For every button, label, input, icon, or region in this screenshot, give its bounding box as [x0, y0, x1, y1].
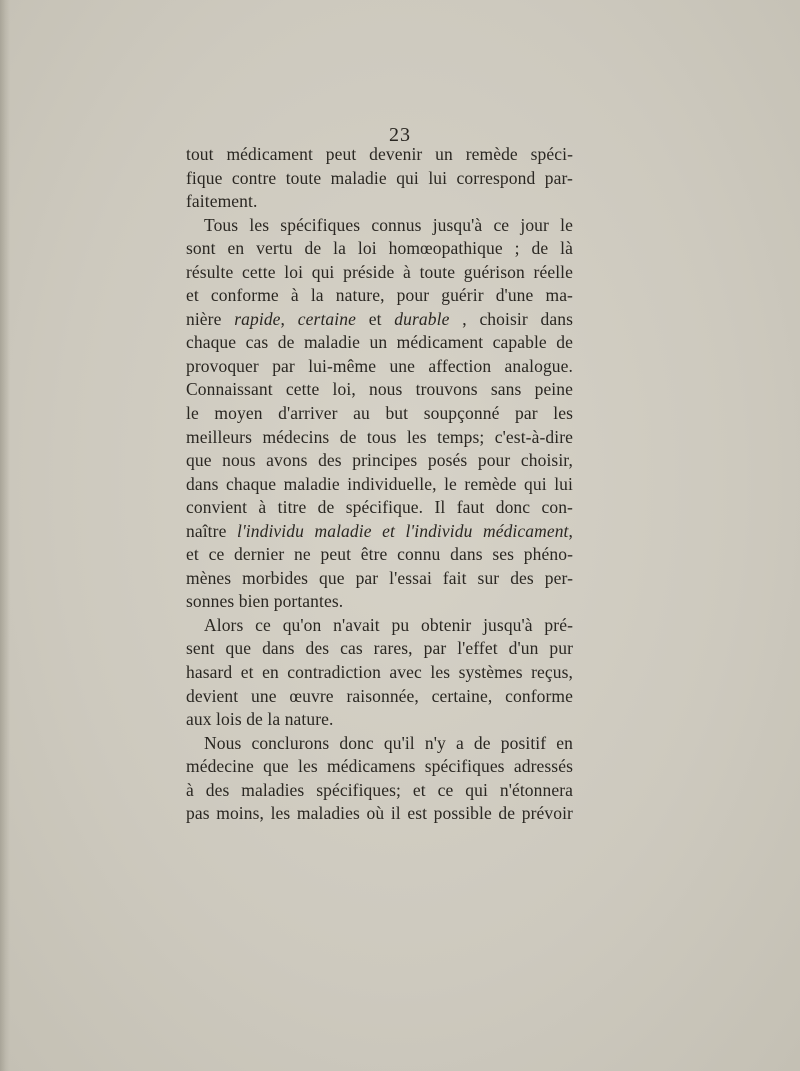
text-line — [186, 426, 573, 450]
text-run: médecine que les médicamens spécifiques adressés — [186, 756, 573, 777]
text-line — [186, 308, 573, 332]
text-line — [186, 708, 573, 732]
text-run: naître — [186, 520, 237, 541]
text-line — [186, 685, 573, 709]
text-run: sent que dans des cas rares, par l'effet d'un pur — [186, 638, 573, 659]
text-run: convient à titre de spécifique. Il faut donc con- — [186, 497, 573, 518]
text-line — [186, 473, 573, 497]
text-run: à des maladies spécifiques; et ce qui n'étonnera — [186, 779, 573, 800]
text-run: tout médicament peut devenir un remède spéci- — [186, 144, 573, 164]
text-line — [186, 167, 573, 191]
text-run: devient une œuvre raisonnée, certaine, conforme — [186, 685, 573, 706]
text-line — [186, 590, 573, 614]
text-run: résulte cette loi qui préside à toute guérison réelle — [186, 261, 573, 282]
italic-text: rapide — [234, 308, 281, 329]
text-run: dans chaque maladie individuelle, le remède qui lui — [186, 473, 573, 494]
text-line — [186, 261, 573, 285]
text-run: hasard et en contradiction avec les systèmes reçus, — [186, 662, 573, 683]
text-line — [186, 732, 573, 756]
text-run: chaque cas de maladie un médicament capable de — [186, 332, 573, 353]
text-line — [186, 284, 573, 308]
text-run: provoquer par lui-même une affection analogue. — [186, 355, 573, 376]
text-run: Connaissant cette loi, nous trouvons sans peine — [186, 379, 573, 400]
page-edge — [0, 0, 10, 1071]
text-line — [186, 449, 573, 473]
text-line — [186, 802, 573, 826]
text-line — [186, 190, 573, 214]
text-line — [186, 637, 573, 661]
text-run: pas moins, les maladies où il est possible de prévoir — [186, 803, 573, 824]
text-line — [186, 520, 573, 544]
italic-text: durable — [394, 308, 450, 329]
text-line — [186, 543, 573, 567]
text-run: , — [280, 308, 298, 329]
text-run: Tous les spécifiques connus jusqu'à ce jour le — [204, 214, 573, 235]
text-line — [186, 355, 573, 379]
body-text — [186, 143, 573, 826]
text-line — [186, 567, 573, 591]
text-run: , choisir dans — [449, 308, 574, 329]
text-run: sonnes bien portantes. — [186, 591, 344, 612]
text-run: et — [355, 308, 395, 329]
text-line — [186, 661, 573, 685]
text-run: et ce dernier ne peut être connu dans ses phéno- — [186, 544, 573, 565]
text-run: sont en vertu de la loi homœopathique ; de là — [186, 238, 573, 259]
text-line — [186, 402, 573, 426]
page-number: 23 — [389, 124, 411, 146]
text-line — [186, 496, 573, 520]
text-run: aux lois de la nature. — [186, 709, 334, 730]
text-line — [186, 614, 573, 638]
text-run: Alors ce qu'on n'avait pu obtenir jusqu'à pré- — [204, 614, 573, 635]
text-line — [186, 331, 573, 355]
text-run: et conforme à la nature, pour guérir d'une ma- — [186, 285, 573, 306]
text-run: mènes morbides que par l'essai fait sur des per- — [186, 567, 573, 588]
text-line — [186, 779, 573, 803]
text-run: faitement. — [186, 191, 258, 212]
italic-text: l'individu maladie et l'individu médicament — [236, 520, 569, 541]
text-run: , — [568, 520, 573, 541]
text-run: meilleurs médecins de tous les temps; c'est-à-dire — [186, 426, 573, 447]
text-run: que nous avons des principes posés pour choisir, — [186, 450, 573, 471]
italic-text: certaine — [297, 308, 356, 329]
text-line — [186, 237, 573, 261]
text-run: Nous conclurons donc qu'il n'y a de positif en — [204, 732, 573, 753]
text-line — [186, 378, 573, 402]
text-run: le moyen d'arriver au but soupçonné par les — [186, 403, 573, 424]
text-line — [186, 755, 573, 779]
text-run: nière — [186, 308, 235, 329]
text-line — [186, 143, 573, 167]
text-run: fique contre toute maladie qui lui correspond par- — [186, 167, 573, 188]
text-line — [186, 214, 573, 238]
